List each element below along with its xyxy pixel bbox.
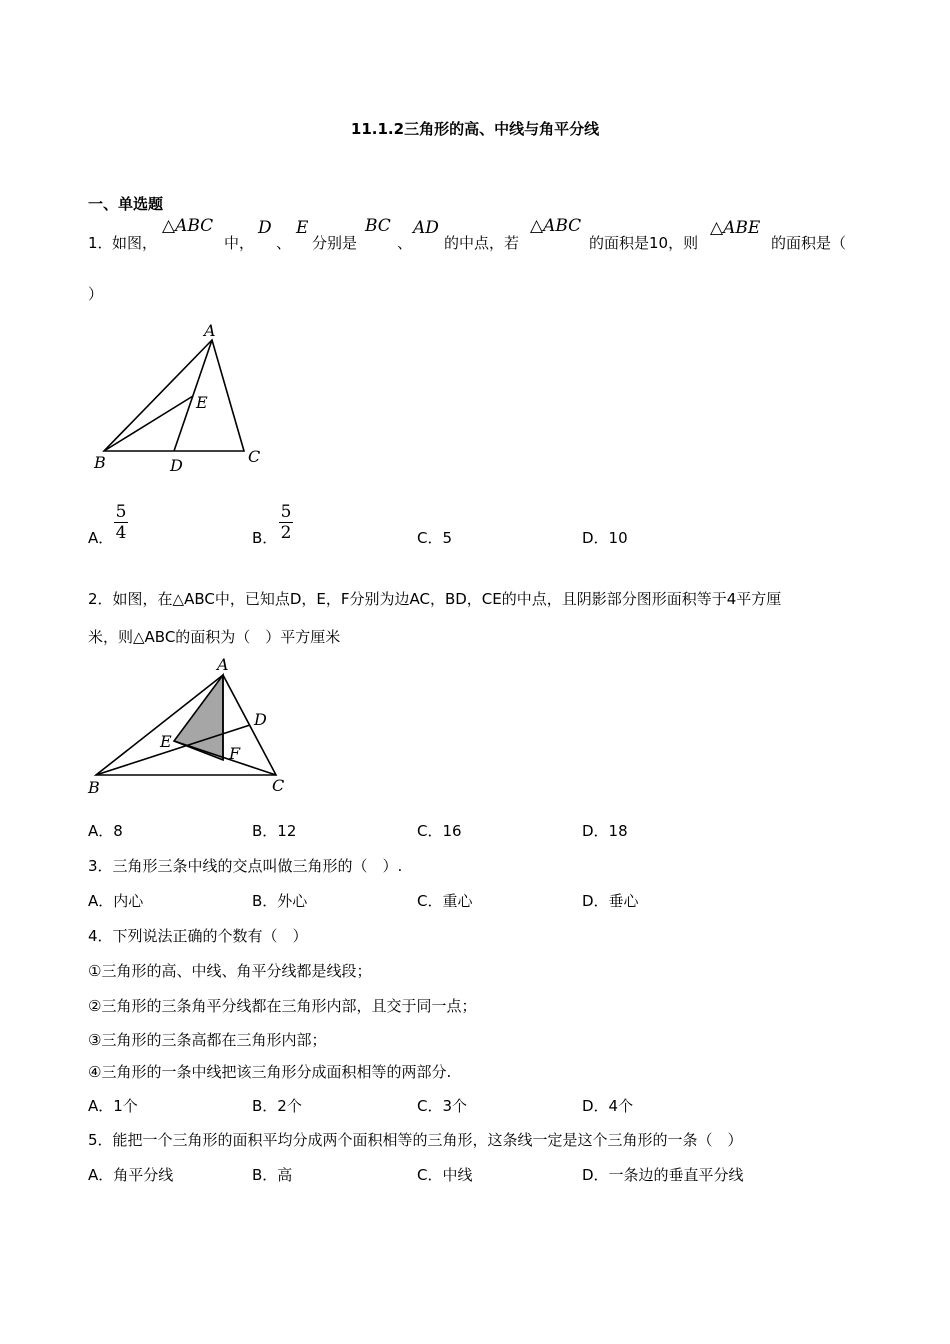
q5-option-b[interactable]: B．高 <box>252 1166 293 1184</box>
q2-option-b[interactable]: B．12 <box>252 822 297 840</box>
q1-text: 的面积是10，则 <box>589 234 699 252</box>
q1-text: 的面积是（ <box>771 234 847 252</box>
q1-option-a-numerator: 5 <box>115 502 127 522</box>
q1-math-e: E <box>296 218 309 238</box>
q2-text-line1: 2．如图，在△ABC中，已知点D，E，F分别为边AC，BD，CE的中点，且阴影部分图形面积等于4平方厘 <box>88 590 782 608</box>
q1-math-triangle-abc: △ABC <box>162 216 214 236</box>
q1-option-a-denominator: 4 <box>115 523 127 543</box>
q3-option-d[interactable]: D．垂心 <box>582 892 639 910</box>
page-title: 11.1.2三角形的高、中线与角平分线 <box>350 120 600 138</box>
q2-label-e: E <box>160 732 172 751</box>
q1-label-e: E <box>196 393 208 412</box>
q5-option-a[interactable]: A．角平分线 <box>88 1166 174 1184</box>
q4-option-a[interactable]: A．1个 <box>88 1097 138 1115</box>
q2-label-b: B <box>88 778 100 797</box>
q3-option-b[interactable]: B．外心 <box>252 892 308 910</box>
q2-option-a[interactable]: A．8 <box>88 822 123 840</box>
q2-label-d: D <box>254 710 267 729</box>
q1-option-b-fraction[interactable] <box>279 502 293 543</box>
q1-math-triangle-abe: △ABE <box>710 218 761 238</box>
q3-option-c[interactable]: C．重心 <box>417 892 473 910</box>
q4-statement-3: ③三角形的三条高都在三角形内部； <box>88 1031 327 1049</box>
q1-triangle-abc <box>104 340 244 451</box>
q1-text: 的中点，若 <box>444 234 520 252</box>
q2-option-c[interactable]: C．16 <box>417 822 462 840</box>
q3-option-a[interactable]: A．内心 <box>88 892 144 910</box>
q2-label-c: C <box>272 776 285 795</box>
q1-label-a: A <box>204 321 216 340</box>
q4-statement-1: ①三角形的高、中线、角平分线都是线段； <box>88 962 372 980</box>
q1-math-bc: BC <box>365 216 391 236</box>
q1-label-c: C <box>248 447 261 466</box>
q5-text: 5．能把一个三角形的面积平均分成两个面积相等的三角形，这条线一定是这个三角形的一条（ ） <box>88 1131 743 1149</box>
q5-option-c[interactable]: C．中线 <box>417 1166 473 1184</box>
q1-label-b: B <box>94 453 106 472</box>
q4-option-d[interactable]: D．4个 <box>582 1097 634 1115</box>
q2-label-a: A <box>217 655 229 674</box>
q4-option-b[interactable]: B．2个 <box>252 1097 302 1115</box>
q4-text: 4．下列说法正确的个数有（ ） <box>88 927 308 945</box>
q1-option-b-numerator: 5 <box>280 502 292 522</box>
q1-number: 1． <box>88 234 113 252</box>
q1-math-d: D <box>258 218 272 238</box>
q1-math-ad: AD <box>413 218 439 238</box>
q1-option-a-fraction[interactable] <box>114 502 128 543</box>
q1-option-b-label[interactable]: B． <box>252 529 278 547</box>
q1-text: 分别是 <box>312 234 358 252</box>
q1-option-d[interactable]: D．10 <box>582 529 628 547</box>
q2-label-f: F <box>229 744 241 763</box>
q2-option-d[interactable]: D．18 <box>582 822 628 840</box>
q2-figure <box>84 655 304 800</box>
q4-statement-2: ②三角形的三条角平分线都在三角形内部，且交于同一点； <box>88 997 477 1015</box>
q1-option-a-label[interactable]: A． <box>88 529 114 547</box>
q1-text: 、 <box>276 234 292 252</box>
q1-text: 、 <box>397 234 413 252</box>
q4-statement-4: ④三角形的一条中线把该三角形分成面积相等的两部分. <box>88 1063 452 1081</box>
q1-figure <box>88 318 278 478</box>
q5-option-d[interactable]: D．一条边的垂直平分线 <box>582 1166 744 1184</box>
q1-text: 如图， <box>112 234 158 252</box>
q1-option-c[interactable]: C．5 <box>417 529 453 547</box>
q1-option-b-denominator: 2 <box>280 523 292 543</box>
q4-option-c[interactable]: C．3个 <box>417 1097 468 1115</box>
section-heading: 一、单选题 <box>88 195 164 213</box>
q1-label-d: D <box>170 456 183 475</box>
q3-text: 3．三角形三条中线的交点叫做三角形的（ ）. <box>88 857 403 875</box>
q2-text-line2: 米，则△ABC的面积为（ ）平方厘米 <box>88 628 341 646</box>
q1-text: 中， <box>224 234 255 252</box>
q1-text-line2: ） <box>88 285 104 303</box>
q1-math-triangle-abc-2: △ABC <box>530 216 582 236</box>
q2-segment-bd <box>96 725 250 775</box>
